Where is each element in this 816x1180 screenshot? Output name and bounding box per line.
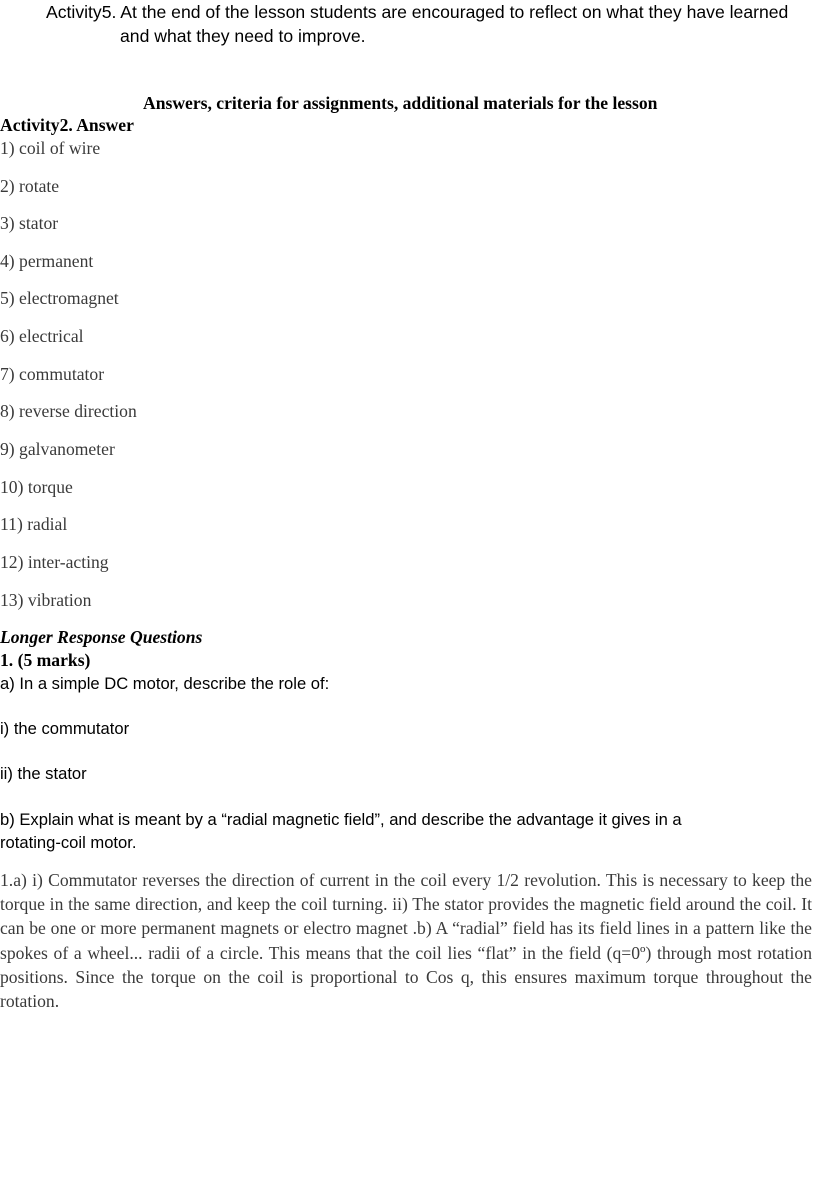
answer-item-1: 1) coil of wire (0, 138, 101, 158)
longer-response-heading: Longer Response Questions (0, 627, 203, 647)
answer-item-7: 7) commutator (0, 364, 105, 384)
answers-section-heading: Answers, criteria for assignments, additional materials for the lesson (143, 93, 658, 113)
answer-paragraph: 1.a) i) Commutator reverses the direction of current in the coil every 1/2 revolution. This is necessary to keep the torque in the same direction, and keep the coil turning. ii) The stator provides the magnetic field around the coil. It can be one or more permanent magnets or electro magnet .b) A “radial” field has its field lines in a pattern like the spokes of a wheel... radii of a circle. This means that the coil lies “flat” in the field (q=0º) through most rotation positions. Since the torque on the coil is proportional to Cos q, this ensures maximum torque throughout the rotation. (0, 870, 812, 1012)
answer-item-4: 4) permanent (0, 251, 94, 271)
question-part-b-line2: rotating-coil motor. (0, 833, 137, 852)
question-part-a: a) In a simple DC motor, describe the role of: (0, 674, 330, 693)
activity5-text (46, 0, 788, 48)
question-part-a-i: i) the commutator (0, 719, 130, 738)
activity5-line2: and what they need to improve. (120, 26, 366, 46)
answer-item-3: 3) stator (0, 213, 59, 233)
answer-item-12: 12) inter-acting (0, 552, 109, 572)
answer-item-10: 10) torque (0, 477, 73, 497)
answer-item-8: 8) reverse direction (0, 401, 137, 421)
question-part-a-ii: ii) the stator (0, 764, 87, 783)
answer-item-11: 11) radial (0, 514, 68, 534)
answer-item-13: 13) vibration (0, 590, 92, 610)
activity2-heading: Activity2. Answer (0, 115, 134, 135)
question-part-b-line1: b) Explain what is meant by a “radial magnetic field”, and describe the advantage it gives in a (0, 810, 682, 829)
answer-item-6: 6) electrical (0, 326, 84, 346)
question-marks: 1. (5 marks) (0, 650, 91, 670)
answer-item-5: 5) electromagnet (0, 288, 119, 308)
answer-item-9: 9) galvanometer (0, 439, 115, 459)
answer-item-2: 2) rotate (0, 176, 60, 196)
activity5-line1: Activity5. At the end of the lesson students are encouraged to reflect on what they have learned (46, 2, 789, 22)
